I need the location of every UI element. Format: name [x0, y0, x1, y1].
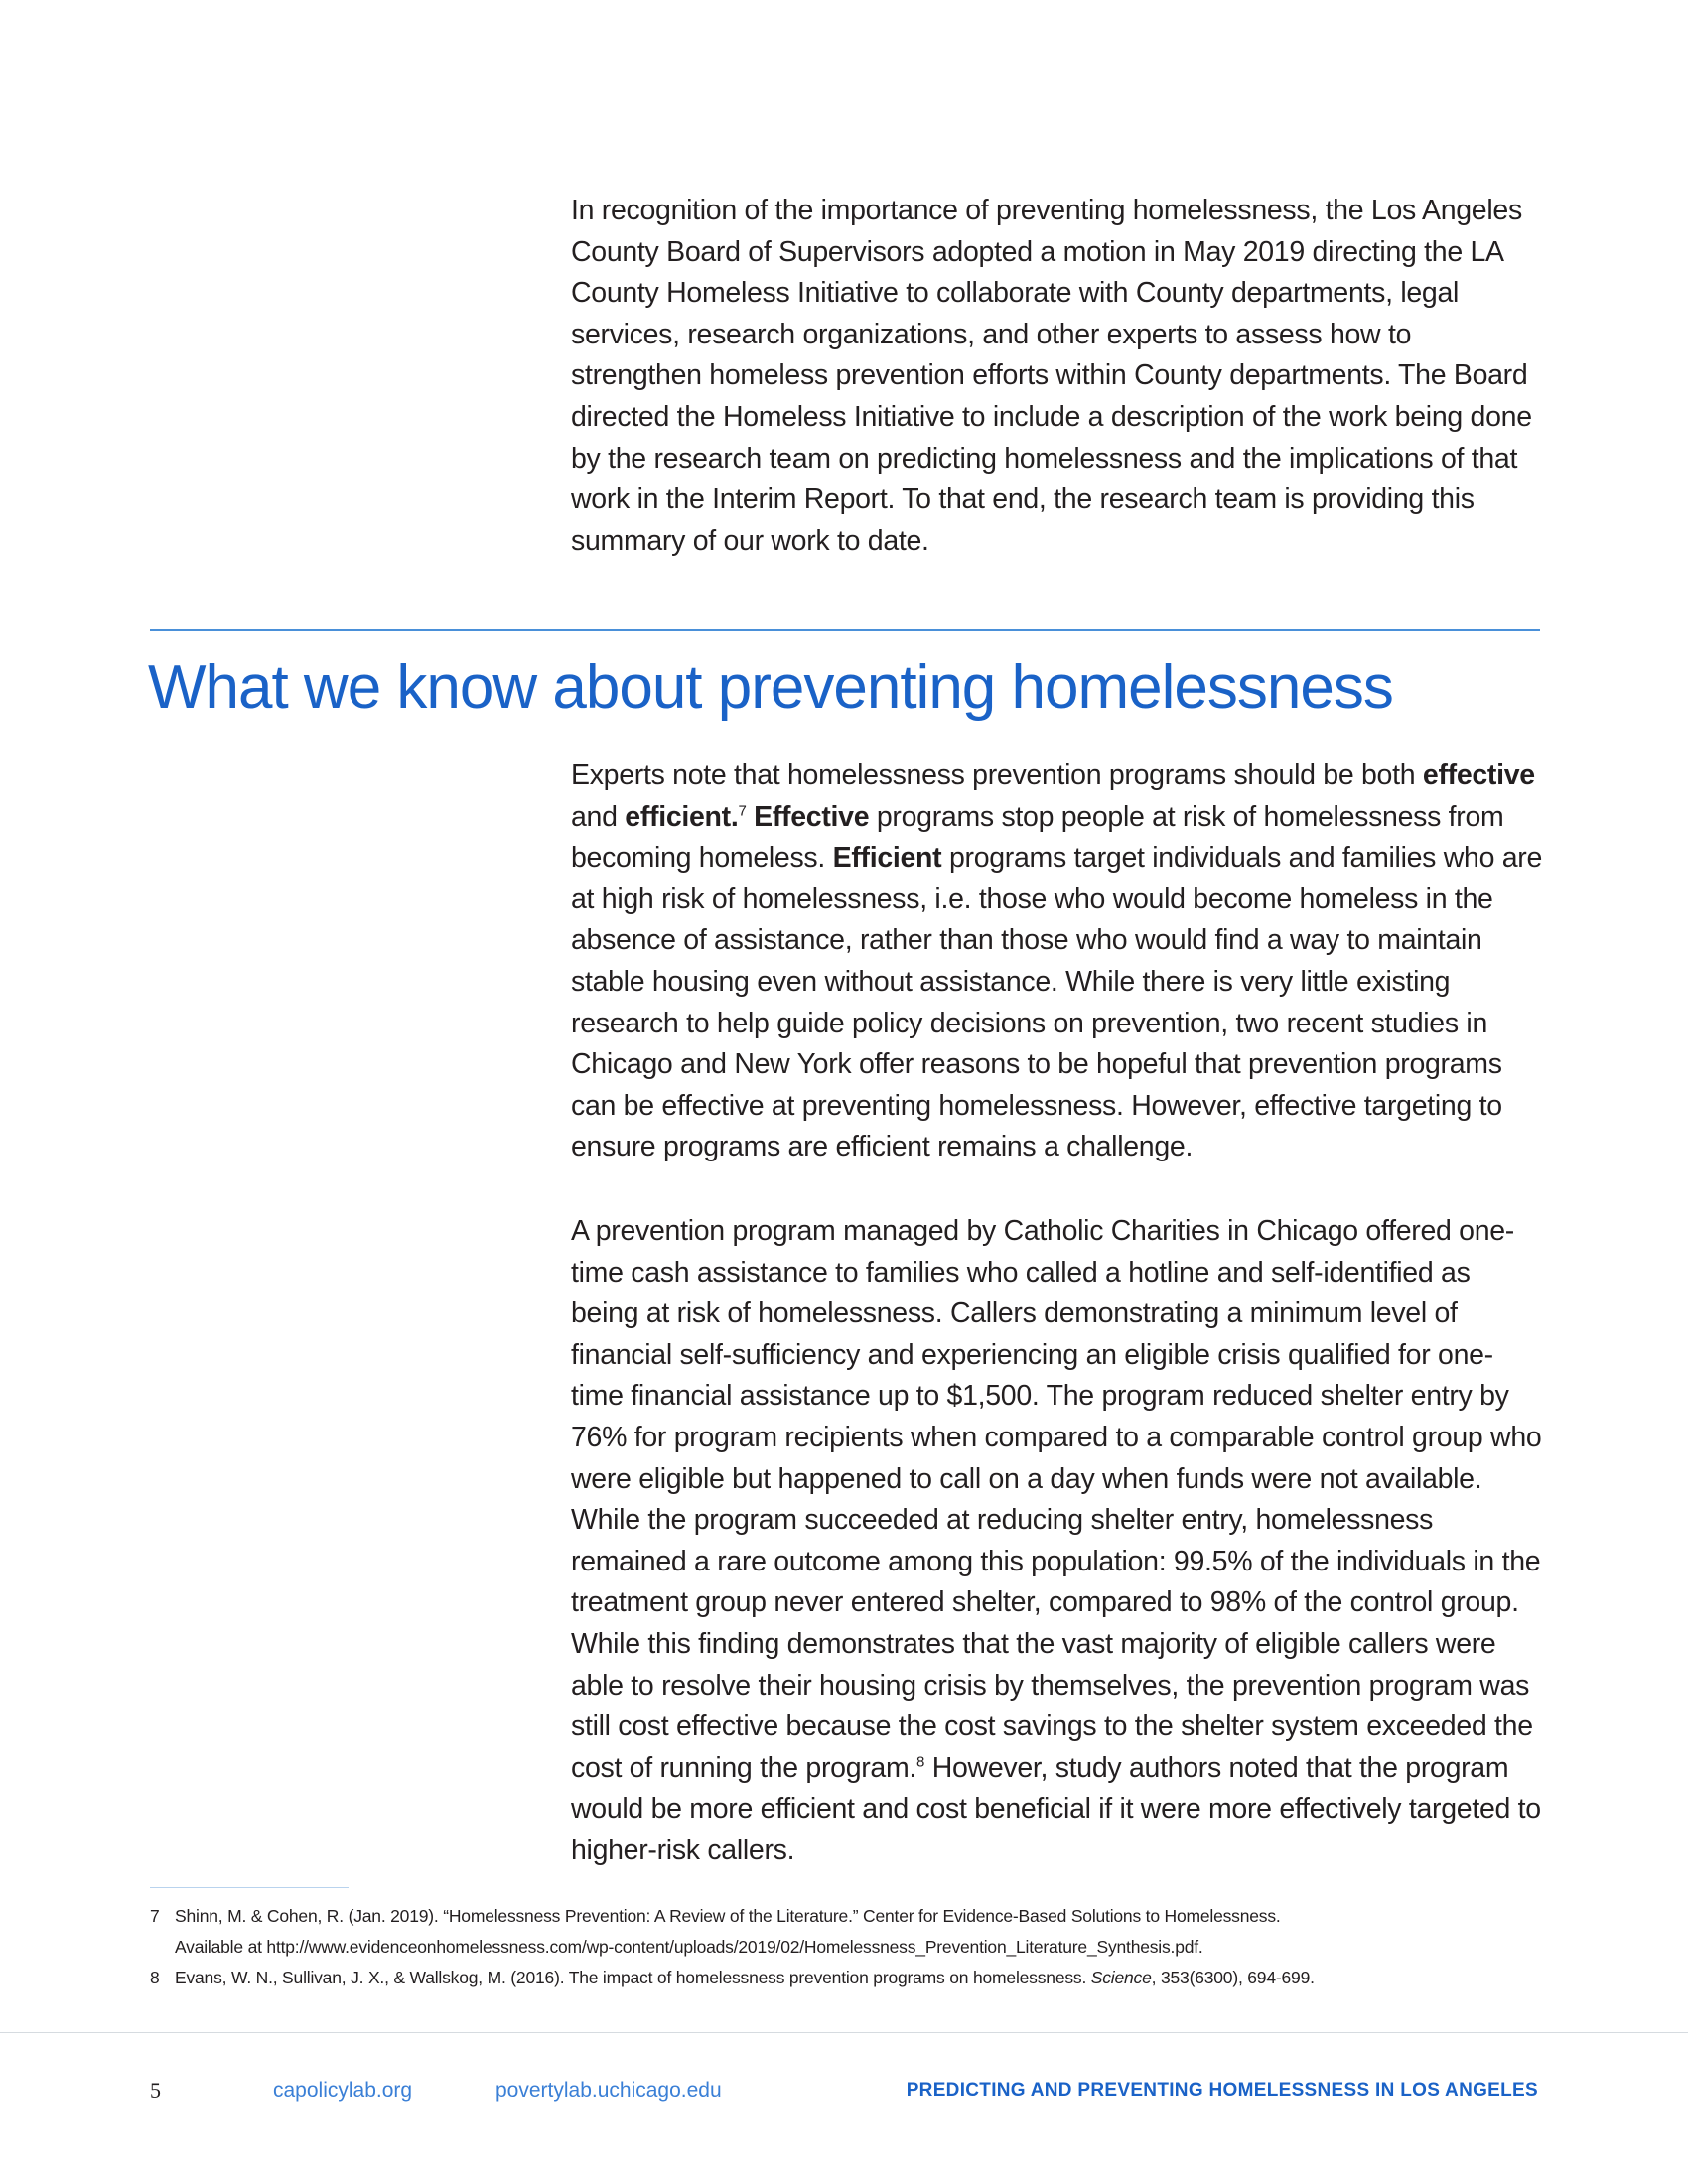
bold-effective-term: Effective: [754, 800, 870, 833]
bold-efficient: efficient.: [625, 800, 739, 833]
footnote-8: [150, 1963, 1540, 1993]
chicago-study-paragraph: A prevention program managed by Catholic Charities in Chicago offered one-time cash assistance to families who called a hotline and self-identified as being at risk of homelessness. Callers demonstrating a minimum level of financial self-sufficiency and experiencing an eligible crisis qualified for one-time financial assistance up to $1,500. The program reduced shelter entry by 76% for program recipients when compared to a comparable control group who were eligible but happened to call on a day when funds were not available. While the program succeeded at reducing shelter entry, homelessness remained a rare outcome among this population: 99.5% of the individuals in the treatment group never entered shelter, compared to 98% of the control group. While this finding demonstrates that the vast majority of eligible callers were able to resolve their housing crisis by themselves, the prevention program was still cost effective because the cost savings to the shelter system exceeded the cost of running the program.$^8$ However, study authors noted that the program would be more efficient and cost beneficial if it were more effectively targeted to higher-risk callers.: [571, 1215, 1542, 1866]
prevention-criteria-paragraph: Experts note that homelessness prevention programs should be both effective and efficient.$^7$ Effective programs stop people at risk of homelessness from becoming homeless. Efficient programs target individuals and families who are at high risk of homelessness, i.e. those who would become homeless in the absence of assistance, rather than those who would find a way to maintain stable housing even without assistance. While there is very little existing research to help guide policy decisions on prevention, two recent studies in Chicago and New York offer reasons to be hopeful that prevention programs can be effective at preventing homelessness. However, effective targeting to ensure programs are efficient remains a challenge.: [571, 759, 1543, 1163]
footnote-url: Available at http://www.evidenceonhomelessness.com/wp-content/uploads/2019/02/Homelessness_Prevention_Literature_Synthesis.pdf.: [175, 1937, 1203, 1957]
footnote-ref-8: 8: [916, 1753, 925, 1771]
footnote-text: Shinn, M. & Cohen, R. (Jan. 2019). “Homelessness Prevention: A Review of the Literature.” Center for Evidence-Based Solutions to Homelessness.: [175, 1906, 1281, 1926]
footnotes: [150, 1901, 1540, 1993]
page-number: 5: [150, 2078, 161, 2103]
report-title: PREDICTING AND PREVENTING HOMELESSNESS IN LOS ANGELES: [906, 2080, 1538, 2101]
footnote-separator: [150, 1887, 349, 1888]
footnote-text: Evans, W. N., Sullivan, J. X., & Wallskog, M. (2016). The impact of homelessness prevention programs on homelessness. Science, 353(6300), 694-699.: [175, 1968, 1315, 1987]
povertylab-link[interactable]: povertylab.uchicago.edu: [495, 2079, 722, 2102]
footnote-number: 8: [150, 1968, 160, 1987]
footnote-number: 7: [150, 1906, 160, 1926]
intro-paragraph: In recognition of the importance of preventing homelessness, the Los Angeles County Board of Supervisors adopted a motion in May 2019 directing the LA County Homeless Initiative to collaborate with County departments, legal services, research organizations, and other experts to assess how to strengthen homeless prevention efforts within County departments. The Board directed the Homeless Initiative to include a description of the work being done by the research team on predicting homelessness and the implications of that work in the Interim Report. To that end, the research team is providing this summary of our work to date.: [571, 195, 1532, 557]
footnote-7: [150, 1901, 1540, 1963]
section-heading: What we know about preventing homelessness: [148, 653, 1393, 722]
bold-effective: effective: [1422, 759, 1535, 791]
section-divider: [150, 629, 1540, 631]
capolicylab-link[interactable]: capolicylab.org: [273, 2079, 413, 2102]
bold-efficient-term: Efficient: [832, 842, 942, 875]
footnote-ref-7: 7: [738, 802, 747, 820]
footer-divider: [0, 2032, 1688, 2033]
